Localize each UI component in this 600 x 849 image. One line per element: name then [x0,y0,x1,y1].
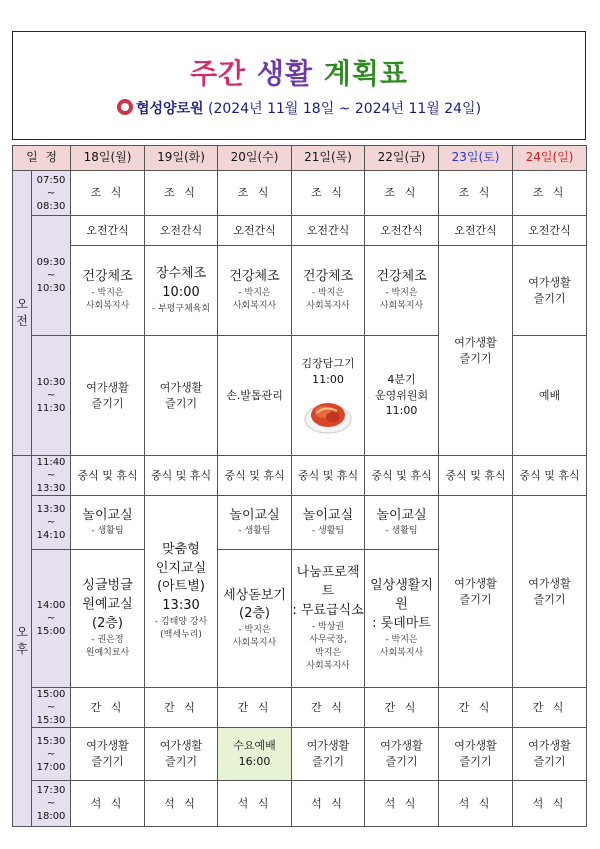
cell-1400-fri [365,550,439,688]
cell-1400-mon [71,550,145,688]
row-0930 [13,246,587,336]
row-snack-pm [13,688,587,728]
daily-support: 일상생활지원 : 롯데마트 [370,578,433,631]
breakfast-tue: 조 식 [145,171,218,216]
dinner-tue: 석 식 [145,781,218,827]
time-1500: 15:00 ~ 15:30 [32,688,71,728]
exercise-title: 건강체조 [229,269,280,285]
day-thu: 21일(목) [292,146,365,171]
day-tue: 19일(화) [145,146,218,171]
snack-pm-mon: 간 식 [71,688,145,728]
breakfast-sun: 조 식 [513,171,587,216]
garden-class-note: - 권은정 원예치료사 [85,634,130,658]
org-name: 협성양로원 [135,101,204,117]
cell-1330-thu [292,496,365,550]
lunch-wed: 중식 및 휴식 [218,456,292,496]
day-sat: 23일(토) [439,146,513,171]
snack-pm-sat: 간 식 [439,688,513,728]
play-note: - 생활팀 [238,526,271,537]
cell-0930-tue [145,246,218,336]
longevity-exercise: 장수체조 10:00 [155,266,207,300]
sharing-project-note: - 박상권 사무국장, 박지은 사회복지사 [306,621,350,671]
row-1530 [13,728,587,781]
exercise-staff: - 박지은 사회복지사 [85,287,130,311]
time-0930: 09:30 ~ 10:30 [32,216,71,336]
snack-am-sat: 오전간식 [439,216,513,246]
snack-am-wed: 오전간식 [218,216,292,246]
period: (2024년 11월 18일 ~ 2024년 11월 24일) [208,101,482,117]
play-title: 놀이교실 [376,507,427,523]
breakfast-thu: 조 식 [292,171,365,216]
header-row [13,146,587,171]
garden-class: 싱글벙글 원예교실 (2층) [82,578,133,631]
dinner-mon: 석 식 [71,781,145,827]
dinner-sat: 석 식 [439,781,513,827]
col-header-schedule: 일 정 [13,146,71,171]
row-lunch [13,456,587,496]
cognitive-class-note: - 김태양 강사 (백세누리) [154,617,208,641]
snack-pm-fri: 간 식 [365,688,439,728]
cell-1030-fri: 4분기 운영위원회 11:00 [365,336,439,456]
cell-pm-sun: 여가생활 즐기기 [513,496,587,688]
play-title: 놀이교실 [82,507,133,523]
title-part-weekly: 주간 [190,57,247,90]
cell-1030-mon: 여가생활 즐기기 [71,336,145,456]
play-title: 놀이교실 [229,507,280,523]
breakfast-sat: 조 식 [439,171,513,216]
snack-pm-tue: 간 식 [145,688,218,728]
cell-0930-sun: 여가생활 즐기기 [513,246,587,336]
snack-am-tue: 오전간식 [145,216,218,246]
cell-0930-wed [218,246,292,336]
cell-1330-wed [218,496,292,550]
dinner-fri: 석 식 [365,781,439,827]
exercise-title: 건강체조 [82,269,133,285]
leisure-tue: 여가생활 즐기기 [145,728,218,781]
time-0750: 07:50 ~ 08:30 [32,171,71,216]
play-note: - 생활팀 [91,526,124,537]
title-part-plan: 계획표 [323,57,408,90]
cell-1330-fri [365,496,439,550]
lunch-sun: 중식 및 휴식 [513,456,587,496]
cell-1030-tue: 여가생활 즐기기 [145,336,218,456]
schedule-table [12,145,587,827]
cell-1030-thu [292,336,365,456]
time-1330: 13:30 ~ 14:10 [32,496,71,550]
cell-pm-tue [145,496,218,688]
subtitle [13,98,585,118]
time-1730: 17:30 ~ 18:00 [32,781,71,827]
world-glasses: 세상돋보기 (2층) [223,587,286,622]
cell-1030-sun: 예배 [513,336,587,456]
lunch-sat: 중식 및 휴식 [439,456,513,496]
snack-am-thu: 오전간식 [292,216,365,246]
time-1030: 10:30 ~ 11:30 [32,336,71,456]
cell-0930-fri [365,246,439,336]
world-glasses-staff: - 박지은 사회복지사 [232,625,277,649]
lunch-tue: 중식 및 휴식 [145,456,218,496]
exercise-title: 건강체조 [302,269,354,285]
snack-am-mon: 오전간식 [71,216,145,246]
section-pm: 오 후 [13,456,32,827]
leisure-sat: 여가생활 즐기기 [439,728,513,781]
snack-pm-wed: 간 식 [218,688,292,728]
time-1530: 15:30 ~ 17:00 [32,728,71,781]
sharing-project: 나눔프로젝트 : 무료급식소 [292,565,364,618]
breakfast-mon: 조 식 [71,171,145,216]
cell-1400-wed [218,550,292,688]
day-mon: 18일(월) [71,146,145,171]
title-part-life: 생활 [256,57,314,90]
snack-am-fri: 오전간식 [365,216,439,246]
org-logo-icon [117,99,133,115]
cell-1030-wed: 손.발톱관리 [218,336,292,456]
day-fri: 22일(금) [365,146,439,171]
daily-support-staff: - 박지은 사회복지사 [379,634,424,658]
play-note: - 생활팀 [385,526,418,537]
leisure-thu: 여가생활 즐기기 [292,728,365,781]
cell-am-sat: 여가생활 즐기기 [439,246,513,456]
lunch-fri: 중식 및 휴식 [365,456,439,496]
longevity-exercise-note: - 부평구체육회 [151,303,211,314]
breakfast-fri: 조 식 [365,171,439,216]
row-breakfast [13,171,587,216]
row-snack-am [13,216,587,246]
snack-pm-thu: 간 식 [292,688,365,728]
dinner-sun: 석 식 [513,781,587,827]
lunch-thu: 중식 및 휴식 [292,456,365,496]
cell-0930-mon [71,246,145,336]
page-title [13,52,585,92]
kimjang-title: 김장담그기 11:00 [301,356,355,386]
dinner-thu: 석 식 [292,781,365,827]
leisure-mon: 여가생활 즐기기 [71,728,145,781]
exercise-staff: - 박지은 사회복지사 [306,287,350,311]
snack-pm-sun: 간 식 [513,688,587,728]
exercise-staff: - 박지은 사회복지사 [232,287,277,311]
cell-0930-thu [292,246,365,336]
time-1400: 14:00 ~ 15:00 [32,550,71,688]
lunch-mon: 중식 및 휴식 [71,456,145,496]
day-wed: 20일(수) [218,146,292,171]
time-1140: 11:40 ~ 13:30 [32,456,71,496]
exercise-staff: - 박지은 사회복지사 [379,287,424,311]
cell-1330-mon [71,496,145,550]
snack-am-sun: 오전간식 [513,216,587,246]
section-am: 오 전 [13,171,32,456]
play-title: 놀이교실 [302,507,354,523]
breakfast-wed: 조 식 [218,171,292,216]
wednesday-service: 수요예배 16:00 [218,728,292,781]
row-dinner [13,781,587,827]
exercise-title: 건강체조 [376,269,427,285]
kimchi-icon [303,391,353,435]
cell-pm-sat: 여가생활 즐기기 [439,496,513,688]
cell-1400-thu [292,550,365,688]
cognitive-class: 맞춤형 인지교실 (아트별) 13:30 [155,541,207,614]
leisure-sun: 여가생활 즐기기 [513,728,587,781]
leisure-fri: 여가생활 즐기기 [365,728,439,781]
dinner-wed: 석 식 [218,781,292,827]
day-sun: 24일(일) [513,146,587,171]
play-note: - 생활팀 [311,526,345,537]
title-frame [12,31,586,140]
row-1330 [13,496,587,550]
